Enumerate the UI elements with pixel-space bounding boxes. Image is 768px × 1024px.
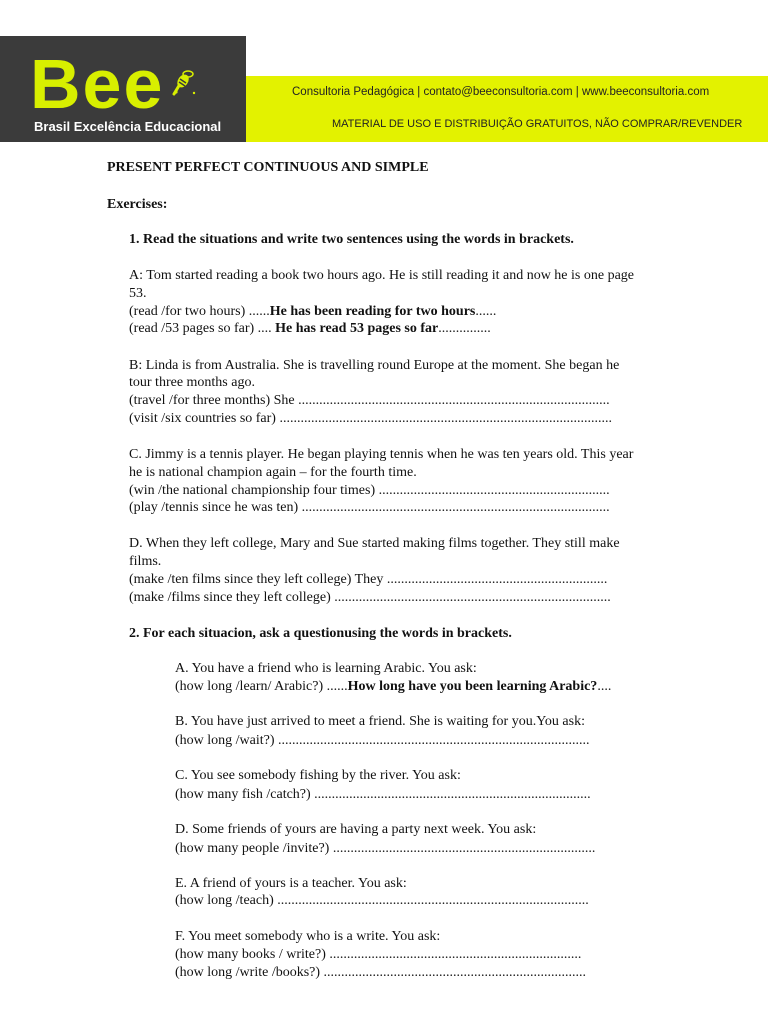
ex2-b-prompt: (how long /wait?) ......................................................................................... xyxy=(175,733,590,748)
ex2-f-prompt-2: (how long /write /books?) ........................................................................... xyxy=(175,965,587,980)
exercise-2-heading: 2. For each situacion, ask a questionusing the words in brackets. xyxy=(129,626,512,641)
ex2-c-prompt: (how many fish /catch?) ............................................................................... xyxy=(175,787,591,802)
example-answer: He has been reading for two hours xyxy=(269,304,476,319)
ex2-b-situation: B. You have just arrived to meet a friend. She is waiting for you.You ask: xyxy=(175,714,585,729)
ex2-e-prompt: (how long /teach) ......................................................................................... xyxy=(175,893,589,908)
ex2-d-prompt: (how many people /invite?) ........................................................................... xyxy=(175,841,596,856)
header-banner xyxy=(0,36,768,142)
ex2-a-prompt: (how long /learn/ Arabic?) ......How long have you been learning Arabic?.... xyxy=(175,679,612,694)
ex1-d-situation-cont: films. xyxy=(129,554,162,569)
logo-tagline: Brasil Excelência Educacional xyxy=(34,119,222,134)
ex1-a-situation: A: Tom started reading a book two hours ago. He is still reading it and now he is one page xyxy=(129,268,634,283)
ex1-c-situation-cont: he is national champion again – for the fourth time. xyxy=(129,465,417,480)
ex1-b-prompt-2: (visit /six countries so far) ............................................................................................... xyxy=(129,411,612,426)
ex1-a-situation-cont: 53. xyxy=(129,286,147,301)
ex1-c-situation: C. Jimmy is a tennis player. He began playing tennis when he was ten years old. This year xyxy=(129,447,634,462)
ex2-d-situation: D. Some friends of yours are having a party next week. You ask: xyxy=(175,822,537,837)
exercise-1-heading: 1. Read the situations and write two sentences using the words in brackets. xyxy=(129,232,574,247)
ex1-b-prompt-1: (travel /for three months) She ......................................................................................... xyxy=(129,393,610,408)
ex1-d-prompt-2: (make /films since they left college) ............................................................................... xyxy=(129,590,611,605)
ex1-a-prompt-2: (read /53 pages so far) .... He has read 53 pages so far............... xyxy=(129,321,491,336)
ex1-b-situation: B: Linda is from Australia. She is travelling round Europe at the moment. She began he xyxy=(129,358,620,373)
example-answer: He has read 53 pages so far xyxy=(275,321,439,336)
example-answer: How long have you been learning Arabic? xyxy=(347,679,598,694)
ex1-c-prompt-2: (play /tennis since he was ten) ........................................................................................ xyxy=(129,500,610,515)
ex2-c-situation: C. You see somebody fishing by the river. You ask: xyxy=(175,768,461,783)
ex2-a-situation: A. You have a friend who is learning Arabic. You ask: xyxy=(175,661,477,676)
ex2-f-situation: F. You meet somebody who is a write. You ask: xyxy=(175,929,441,944)
exercises-label: Exercises: xyxy=(107,197,168,212)
ex2-e-situation: E. A friend of yours is a teacher. You ask: xyxy=(175,876,407,891)
logo-box xyxy=(0,36,246,142)
bee-icon xyxy=(168,66,198,102)
distribution-notice: MATERIAL DE USO E DISTRIBUIÇÃO GRATUITOS, NÃO COMPRAR/REVENDER xyxy=(332,118,743,130)
logo: Bee xyxy=(30,45,165,123)
ex1-d-situation: D. When they left college, Mary and Sue started making films together. They still make xyxy=(129,536,620,551)
page-title: PRESENT PERFECT CONTINUOUS AND SIMPLE xyxy=(107,160,429,175)
ex1-b-situation-cont: tour three months ago. xyxy=(129,375,255,390)
ex1-d-prompt-1: (make /ten films since they left college) They ............................................................... xyxy=(129,572,608,587)
contact-line: Consultoria Pedagógica | contato@beeconsultoria.com | www.beeconsultoria.com xyxy=(292,86,710,98)
ex2-f-prompt-1: (how many books / write?) ........................................................................ xyxy=(175,947,582,962)
ex1-c-prompt-1: (win /the national championship four times) .................................................................. xyxy=(129,483,610,498)
ex1-a-prompt-1: (read /for two hours) ......He has been reading for two hours...... xyxy=(129,304,497,319)
